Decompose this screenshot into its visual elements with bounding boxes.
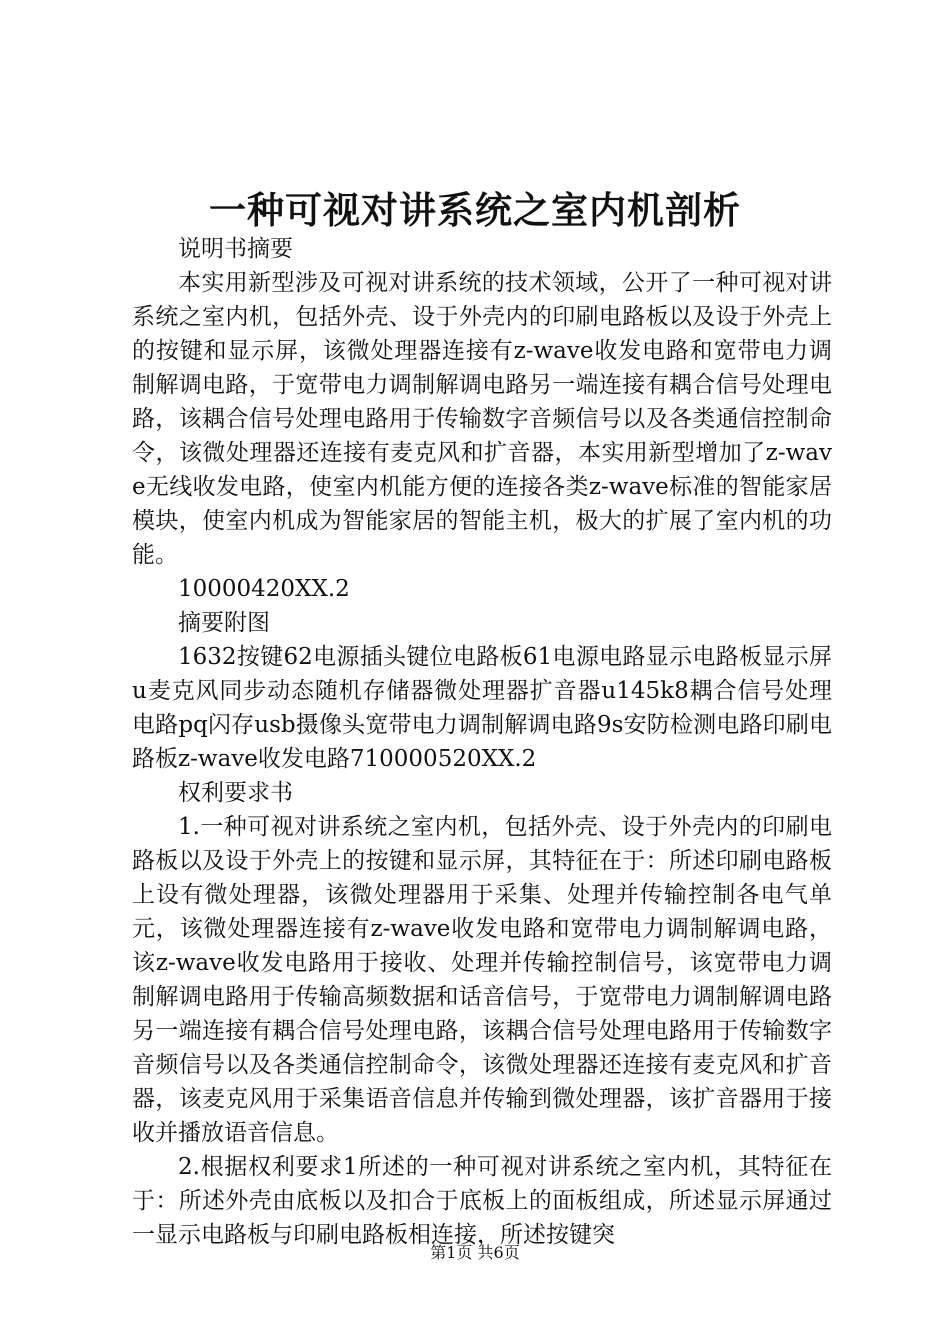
claim-2-paragraph: 2.根据权利要求1所述的一种可视对讲系统之室内机，其特征在于：所述外壳由底板以及扣合于底板上的面板组成，所述显示屏通过一显示电路板与印刷电路板相连接，所述按键突 xyxy=(132,1154,832,1248)
document-body xyxy=(132,232,832,1252)
page-footer: 第1页 共6页 xyxy=(430,1243,520,1262)
claim-1-paragraph: 1.一种可视对讲系统之室内机，包括外壳、设于外壳内的印刷电路板以及设于外壳上的按键和显示屏，其特征在于：所述印刷电路板上设有微处理器，该微处理器用于采集、处理并传输控制各电气单元，该微处理器连接有z-wave收发电路和宽带电力调制解调电路，该z-wave收发电路用于接收、处理并传输控制信号，该宽带电力调制解调电路用于传输高频数据和话音信号，于宽带电力调制解调电路另一端连接有耦合信号处理电路，该耦合信号处理电路用于传输数字音频信号以及各类通信控制命令，该微处理器还连接有麦克风和扩音器，该麦克风用于采集语音信息并传输到微处理器，该扩音器用于接收并播放语音信息。 xyxy=(132,814,832,1146)
section-heading-figure: 摘要附图 xyxy=(178,610,270,636)
figure-labels-paragraph: 1632按键62电源插头键位电路板61电源电路显示电路板显示屏u麦克风同步动态随机存储器微处理器扩音器u145k8耦合信号处理电路pq闪存usb摄像头宽带电力调制解调电路9s安防检测电路印刷电路板z-wave收发电路710000520XX.2 xyxy=(132,644,832,772)
application-number: 10000420XX.2 xyxy=(178,576,350,602)
section-heading-claims: 权利要求书 xyxy=(178,780,293,806)
section-heading-abstract: 说明书摘要 xyxy=(178,236,293,262)
document-title: 一种可视对讲系统之室内机剖析 xyxy=(209,188,741,232)
abstract-paragraph: 本实用新型涉及可视对讲系统的技术领域，公开了一种可视对讲系统之室内机，包括外壳、设于外壳内的印刷电路板以及设于外壳上的按键和显示屏，该微处理器连接有z-wave收发电路和宽带电力调制解调电路，于宽带电力调制解调电路另一端连接有耦合信号处理电路，该耦合信号处理电路用于传输数字音频信号以及各类通信控制命令，该微处理器还连接有麦克风和扩音器，本实用新型增加了z-wave无线收发电路，使室内机能方便的连接各类z-wave标准的智能家居模块，使室内机成为智能家居的智能主机，极大的扩展了室内机的功能。 xyxy=(132,270,832,568)
